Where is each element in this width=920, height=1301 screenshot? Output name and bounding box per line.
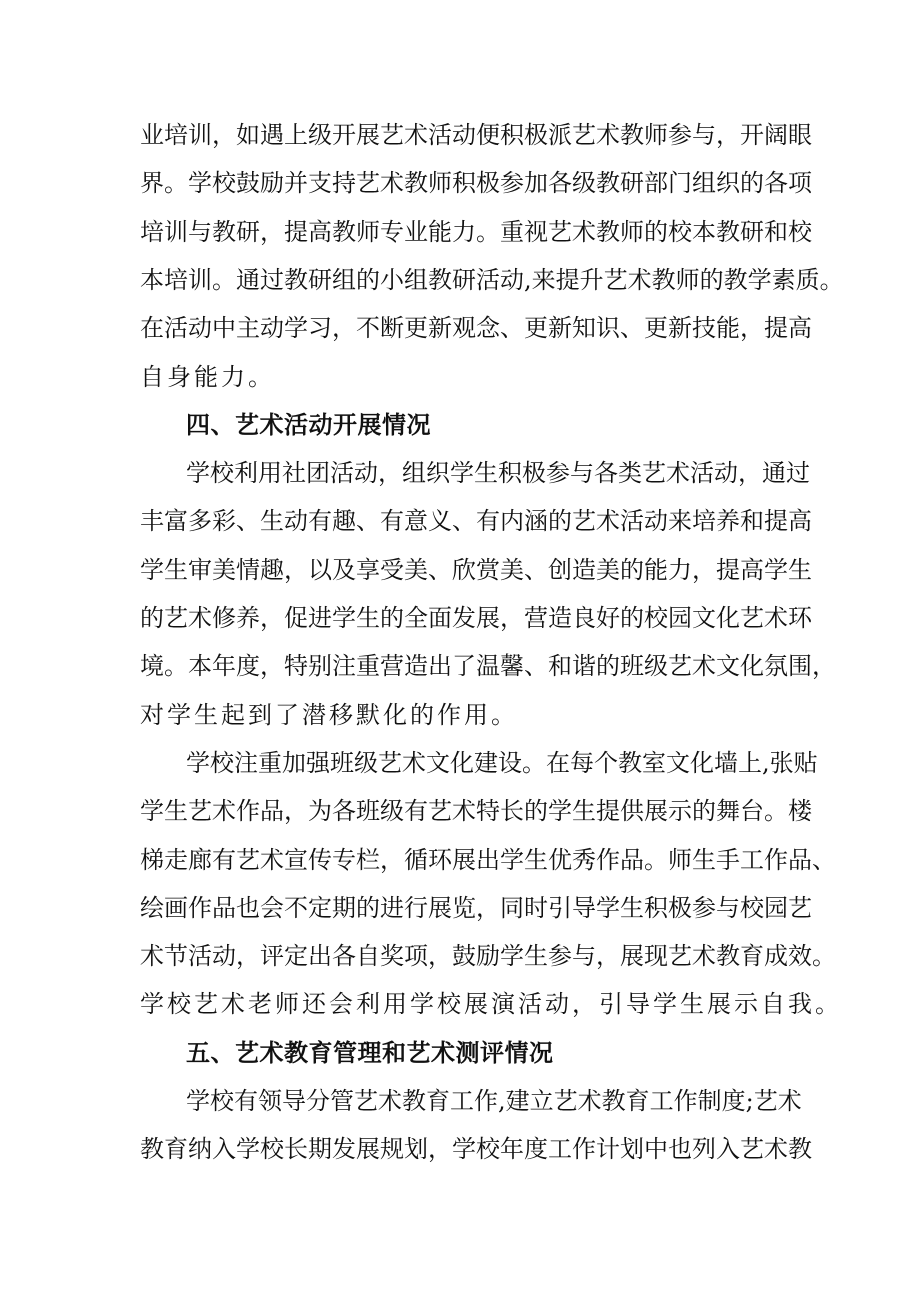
paragraph-line: 界。学校鼓励并支持艺术教师积极参加各级教研部门组织的各项 bbox=[140, 169, 812, 198]
paragraph-line: 对学生起到了潜移默化的作用。 bbox=[140, 700, 518, 729]
paragraph-line: 学校艺术老师还会利用学校展演活动，引导学生展示自我。 bbox=[140, 990, 842, 1019]
paragraph-line: 绘画作品也会不定期的进行展览，同时引导学生积极参与校园艺 bbox=[140, 893, 812, 922]
paragraph-line: 自身能力。 bbox=[140, 362, 275, 391]
paragraph-line: 学生审美情趣，以及享受美、欣赏美、创造美的能力，提高学生 bbox=[140, 555, 812, 584]
paragraph-line: 术节活动，评定出各自奖项，鼓励学生参与，展现艺术教育成效。 bbox=[140, 942, 836, 971]
paragraph-line: 学生艺术作品，为各班级有艺术特长的学生提供展示的舞台。楼 bbox=[140, 797, 812, 826]
section-heading: 五、艺术教育管理和艺术测评情况 bbox=[186, 1038, 554, 1067]
paragraph-line: 梯走廊有艺术宣传专栏，循环展出学生优秀作品。师生手工作品、 bbox=[140, 845, 836, 874]
paragraph-line: 培训与教研，提高教师专业能力。重视艺术教师的校本教研和校 bbox=[140, 217, 812, 246]
paragraph-line: 本培训。通过教研组的小组教研活动,来提升艺术教师的教学素质。 bbox=[140, 265, 844, 294]
paragraph-line: 学校利用社团活动，组织学生积极参与各类艺术活动，通过 bbox=[186, 459, 810, 488]
paragraph-line: 教育纳入学校长期发展规划，学校年度工作计划中也列入艺术教 bbox=[140, 1135, 812, 1164]
paragraph-line: 业培训，如遇上级开展艺术活动便积极派艺术教师参与，开阔眼 bbox=[140, 121, 812, 149]
paragraph-line: 境。本年度，特别注重营造出了温馨、和谐的班级艺术文化氛围， bbox=[140, 652, 836, 681]
paragraph-line: 学校注重加强班级艺术文化建设。在每个教室文化墙上,张贴 bbox=[186, 748, 818, 777]
paragraph-line: 学校有领导分管艺术教育工作,建立艺术教育工作制度;艺术 bbox=[186, 1087, 802, 1115]
paragraph-line: 丰富多彩、生动有趣、有意义、有内涵的艺术活动来培养和提高 bbox=[140, 507, 812, 536]
paragraph-line: 的艺术修养，促进学生的全面发展，营造良好的校园文化艺术环 bbox=[140, 604, 812, 632]
paragraph-line: 在活动中主动学习，不断更新观念、更新知识、更新技能，提高 bbox=[140, 314, 812, 343]
section-heading: 四、艺术活动开展情况 bbox=[186, 410, 431, 439]
